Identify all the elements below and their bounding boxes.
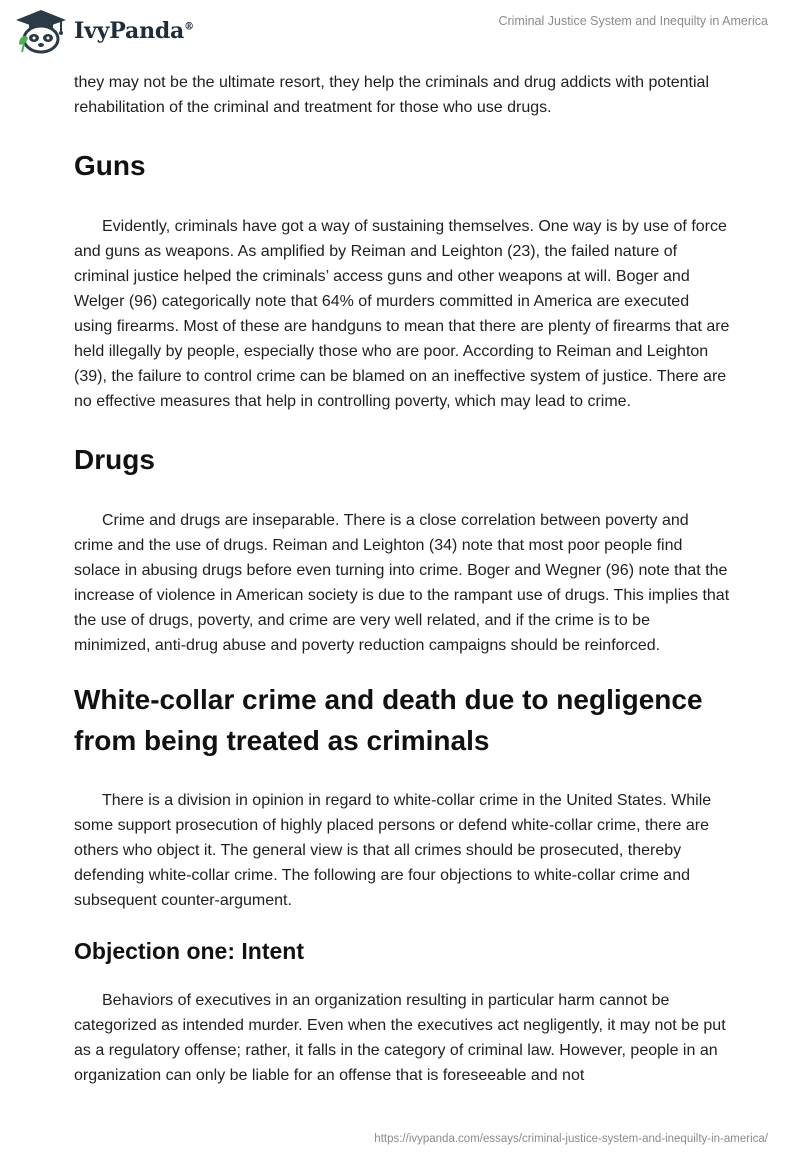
- white-collar-paragraph: There is a division in opinion in regard to white-collar crime in the United States. While some support prosecution of highly placed persons or defend white-collar crime, there are others who object it. The general view is that all crimes should be prosecuted, thereby defending white-collar crime. The following are four objections to white-collar crime and subsequent counter-argument.: [74, 792, 712, 909]
- ivypanda-logo[interactable]: [14, 8, 194, 54]
- section-heading-white-collar: White-collar crime and death due to negligence from being treated as criminals: [74, 684, 703, 756]
- section-heading-guns: Guns: [74, 150, 146, 181]
- objection-one-paragraph: Behaviors of executives in an organization resulting in particular harm cannot be categorized as intended murder. Even when the executives act negligently, it may not be put as a regulatory offense; rather, it falls in the category of criminal law. However, people in an organization can only be liable for an offense that is foreseeable and not: [74, 992, 726, 1084]
- section-heading-drugs: Drugs: [74, 444, 155, 475]
- intro-tail-paragraph: they may not be the ultimate resort, they help the criminals and drug addicts with potential rehabilitation of the criminal and treatment for those who use drugs.: [74, 74, 710, 116]
- guns-paragraph: Evidently, criminals have got a way of sustaining themselves. One way is by use of force and guns as weapons. As amplified by Reiman and Leighton (23), the failed nature of criminal justice helped the criminals’ access guns and other weapons at will. Boger and Welger (96) categorically note that 64% of murders committed in America are executed using firearms. Most of these are handguns to mean that there are plenty of firearms that are held illegally by people, especially those who are poor. According to Reiman and Leighton (39), the failure to control crime can be blamed on an ineffective system of justice. There are no effective measures that help in controlling poverty, which may lead to crime.: [74, 218, 730, 410]
- brand-name: IvyPanda®: [74, 18, 194, 44]
- drugs-paragraph: Crime and drugs are inseparable. There is a close correlation between poverty and crime and the use of drugs. Reiman and Leighton (34) note that most poor people find solace in abusing drugs before even turning into crime. Boger and Wegner (96) note that the increase of violence in American society is due to the rampant use of drugs. This implies that the use of drugs, poverty, and crime are very well related, and if the crime is to be minimized, anti-drug abuse and poverty reduction campaigns should be reinforced.: [74, 512, 730, 654]
- panda-graduation-icon: [14, 8, 68, 54]
- page-header: [0, 0, 800, 70]
- footer-url-link[interactable]: https://ivypanda.com/essays/criminal-justice-system-and-inequilty-in-america/: [374, 1133, 768, 1145]
- document-title: Criminal Justice System and Inequilty in America: [498, 14, 768, 28]
- essay-content: [74, 70, 730, 1088]
- section-heading-objection-one: Objection one: Intent: [74, 938, 304, 964]
